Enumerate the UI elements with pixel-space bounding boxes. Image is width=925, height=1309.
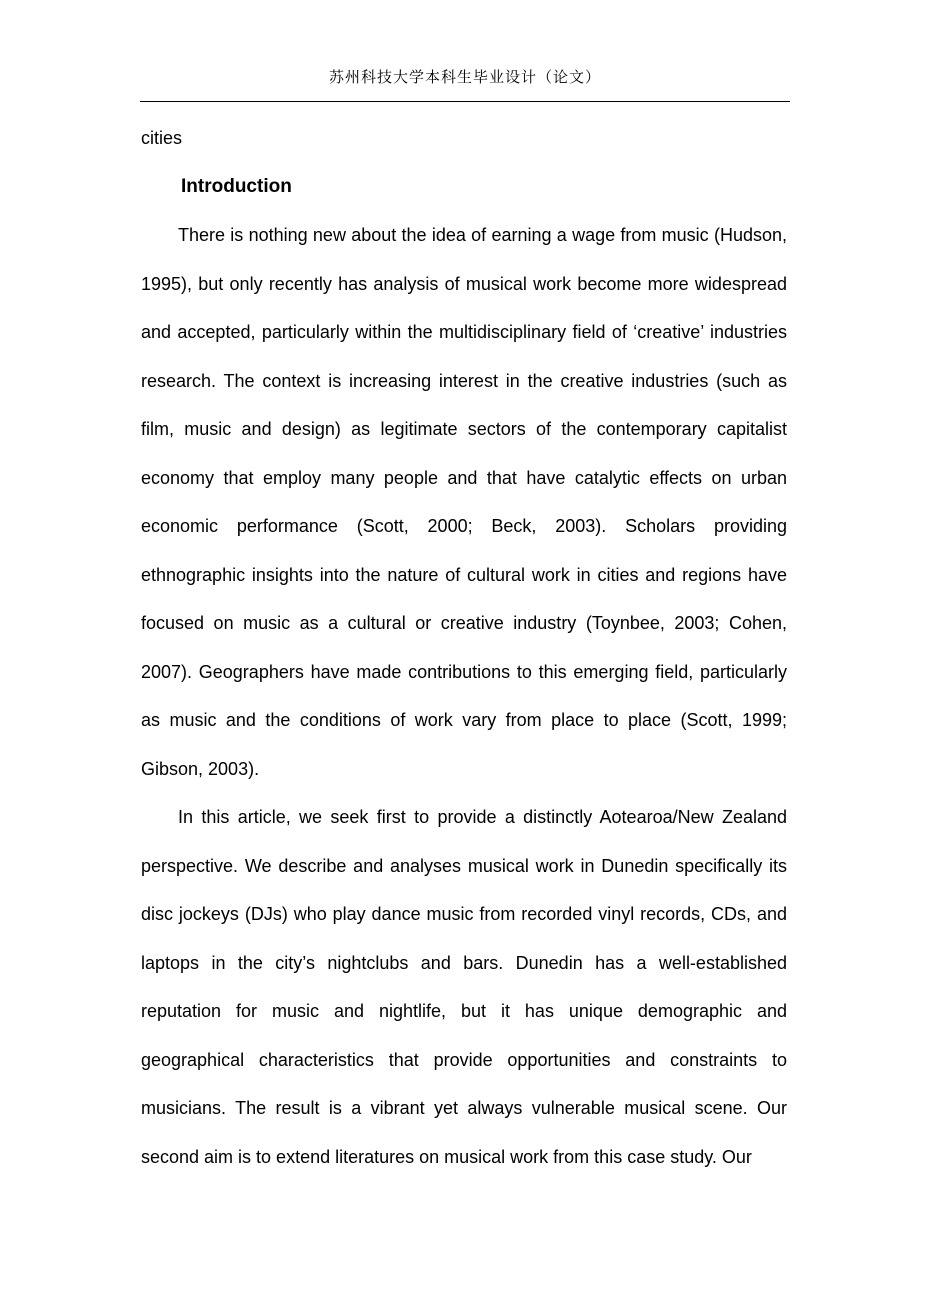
section-heading: Introduction xyxy=(181,176,292,197)
running-header: 苏州科技大学本科生毕业设计（论文） xyxy=(328,68,601,86)
paragraph-2: In this article, we seek first to provide a distinctly Aotearoa/New Zealand perspective. We describe and analyses musical work in Dunedin specifically its disc jockeys (DJs) who play dance music from recorded vinyl records, CDs, and laptops in the city’s nightclubs and bars. Dunedin has a well-established reputation for music and nightlife, but it has unique demographic and geographical characteristics that provide opportunities and constraints to musicians. The result is a vibrant yet always vulnerable musical scene. Our second aim is to extend literatures on musical work from this case study. Our xyxy=(141,807,787,1167)
paragraph-1: There is nothing new about the idea of earning a wage from music (Hudson, 1995), but only recently has analysis of musical work become more widespread and accepted, particularly within the multidisciplinary field of ‘creative’ industries research. The context is increasing interest in the creative industries (such as film, music and design) as legitimate sectors of the contemporary capitalist economy that employ many people and that have catalytic effects on urban economic performance (Scott, 2000; Beck, 2003). Scholars providing ethnographic insights into the nature of cultural work in cities and regions have focused on music as a cultural or creative industry (Toynbee, 2003; Cohen, 2007). Geographers have made contributions to this emerging field, particularly as music and the conditions of work vary from place to place (Scott, 1999; Gibson, 2003). xyxy=(141,225,787,779)
body-text xyxy=(141,211,787,1181)
continuation-text: cities xyxy=(141,128,183,148)
header-rule xyxy=(140,101,790,102)
